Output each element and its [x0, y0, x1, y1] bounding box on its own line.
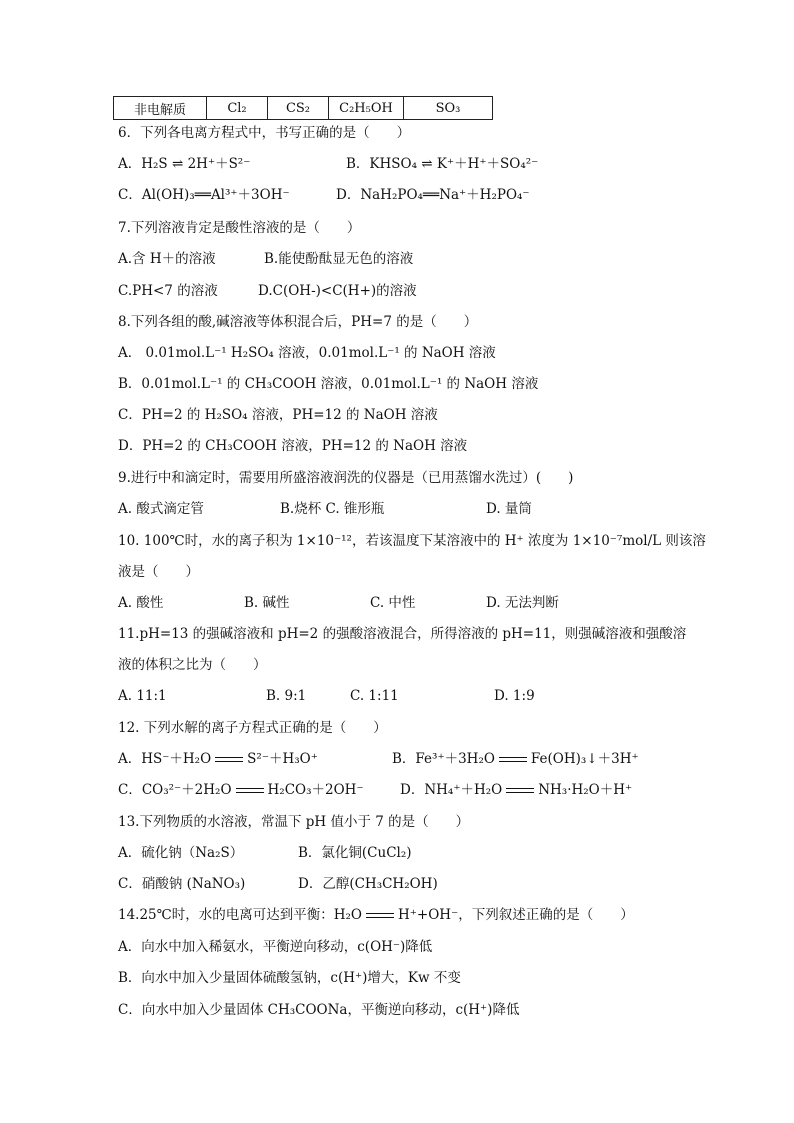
question-9-stem: 9.进行中和滴定时，需要用所盛溶液润洗的仪器是（已用蒸馏水洗过）( ) [118, 470, 574, 486]
option-a [118, 750, 318, 768]
equilibrium-arrow-icon [215, 756, 243, 764]
option-a: A.含 H＋的溶液 [118, 251, 216, 267]
option-a: A． 0.01mol.L⁻¹ H₂SO₄ 溶液，0.01mol.L⁻¹ 的 NaOH 溶液 [118, 345, 496, 361]
option-d: D. 1:9 [494, 688, 535, 704]
table-cell: SO₃ [404, 97, 493, 120]
option-b: B．氯化铜(CuCl₂) [298, 845, 412, 861]
option-a: A. 11:1 [118, 688, 167, 704]
option-d: D．乙醇(CH₃CH₂OH) [298, 876, 438, 892]
option-d: D.C(OH-)<C(H+)的溶液 [258, 283, 417, 299]
option-c: C．向水中加入少量固体 CH₃COONa，平衡逆向移动，c(H⁺)降低 [118, 1002, 520, 1018]
option-c: C．硝酸钠 (NaNO₃) [118, 876, 246, 892]
table-row [114, 97, 493, 120]
option-b: B. 9:1 [266, 688, 307, 704]
option-b: B．KHSO₄ ⇌ K⁺＋H⁺＋SO₄²⁻ [346, 156, 539, 172]
equilibrium-arrow-icon [499, 756, 527, 764]
option-a: A. 酸式滴定管 [118, 501, 204, 517]
option-a: A．硫化钠（Na₂S） [118, 845, 244, 861]
question-13-stem: 13.下列物质的水溶液，常温下 pH 值小于 7 的是（ ） [118, 814, 470, 830]
option-c: C. 中性 [370, 595, 416, 611]
question-6-stem: 6．下列各电离方程式中，书写正确的是（ ） [118, 125, 411, 141]
equation-left: C．CO₃²⁻＋2H₂O [118, 782, 232, 798]
option-d: D. 无法判断 [486, 595, 559, 611]
option-b: B．0.01mol.L⁻¹ 的 CH₃COOH 溶液，0.01mol.L⁻¹ 的 NaOH 溶液 [118, 376, 539, 392]
equation-right: S²⁻＋H₃O⁺ [247, 751, 318, 767]
equation-right: NH₃·H₂O＋H⁺ [538, 782, 633, 798]
equilibrium-arrow-icon [366, 912, 394, 920]
option-d [400, 781, 632, 799]
question-8-stem: 8.下列各组的酸,碱溶液等体积混合后，PH=7 的是（ ） [118, 314, 478, 330]
option-a: A．H₂S ⇌ 2H⁺＋S²⁻ [118, 156, 251, 172]
table-cell: C₂H₅OH [329, 97, 404, 120]
table-cell: Cl₂ [207, 97, 268, 120]
equilibrium-arrow-icon [236, 787, 264, 795]
option-b: B. 碱性 [244, 595, 290, 611]
equation-right: Fe(OH)₃↓＋3H⁺ [530, 751, 639, 767]
question-10-stem-1: 10. 100℃时，水的离子积为 1×10⁻¹²，若该温度下某溶液中的 H⁺ 浓度为 1×10⁻⁷mol/L 则该溶 [118, 533, 706, 549]
option-b: B．向水中加入少量固体硫酸氢钠，c(H⁺)增大，Kw 不变 [118, 970, 461, 986]
option-c: C．PH=2 的 H₂SO₄ 溶液，PH=12 的 NaOH 溶液 [118, 407, 438, 423]
option-c: C. 1:11 [350, 688, 399, 704]
option-a: A．向水中加入稀氨水，平衡逆向移动，c(OH⁻)降低 [118, 939, 433, 955]
table-cell: 非电解质 [114, 97, 207, 120]
equation-left: A．HS⁻＋H₂O [118, 751, 212, 767]
option-b: B.能使酚酞显无色的溶液 [264, 251, 414, 267]
option-d: D．PH=2 的 CH₃COOH 溶液，PH=12 的 NaOH 溶液 [118, 438, 468, 454]
question-12-stem: 12. 下列水解的离子方程式正确的是（ ） [118, 720, 387, 736]
option-d: D．NaH₂PO₄══Na⁺＋H₂PO₄⁻ [336, 187, 530, 203]
question-10-stem-2: 液是（ ） [118, 564, 199, 580]
option-b [392, 750, 639, 768]
option-d: D. 量筒 [486, 501, 532, 517]
equation-right: H₂CO₃＋2OH⁻ [267, 782, 364, 798]
option-c: C．Al(OH)₃══Al³⁺＋3OH⁻ [118, 187, 290, 203]
stem-right: H⁺+OH⁻，下列叙述正确的是（ ） [398, 907, 634, 923]
electrolyte-table [113, 96, 493, 120]
question-14-stem [118, 906, 634, 924]
equation-left: D．NH₄⁺＋H₂O [400, 782, 503, 798]
stem-left: 14.25℃时，水的电离可达到平衡：H₂O [118, 907, 363, 923]
option-c [118, 781, 364, 799]
table-cell: CS₂ [268, 97, 329, 120]
option-c: C.PH<7 的溶液 [118, 283, 218, 299]
question-11-stem-2: 液的体积之比为（ ） [118, 657, 267, 673]
equilibrium-arrow-icon [506, 787, 534, 795]
equation-left: B．Fe³⁺＋3H₂O [392, 751, 495, 767]
question-7-stem: 7.下列溶液肯定是酸性溶液的是（ ） [118, 220, 361, 236]
question-11-stem-1: 11.pH=13 的强碱溶液和 pH=2 的强酸溶液混合，所得溶液的 pH=11，则强碱溶液和强酸溶 [118, 626, 687, 642]
option-bc: B.烧杯 C. 锥形瓶 [280, 501, 385, 517]
option-a: A. 酸性 [118, 595, 164, 611]
